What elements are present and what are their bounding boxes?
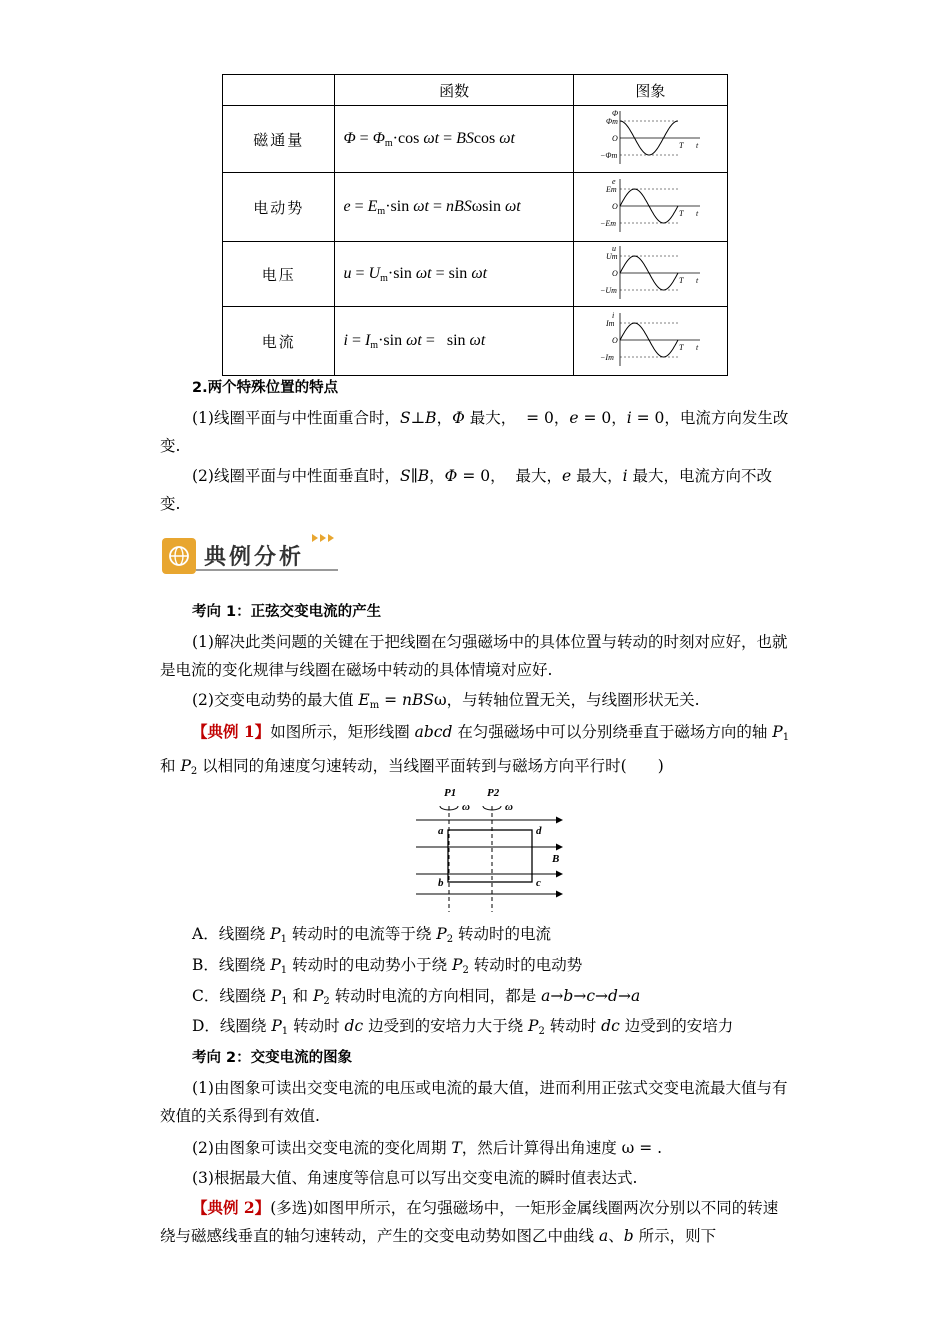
table-row — [223, 106, 728, 173]
label-p2: P2 — [487, 787, 500, 799]
direction2-title: 考向 2：交变电流的图象 — [192, 1050, 353, 1066]
graph-neg-label: −Φm — [600, 151, 618, 160]
header-function: 函数 — [335, 75, 573, 106]
direction1-p2: (2)交变电动势的最大值 $E_m = nBS\omega$，与转轴位置无关，与线圈形状无关. — [192, 691, 700, 711]
banner-title: 典例分析 — [204, 545, 305, 570]
header-graph: 图象 — [573, 75, 727, 106]
section2-p1: (1)线圈平面与中性面重合时，S⊥B，Φ 最大， = 0，e = 0，i = 0，电流方向发生改变. — [160, 409, 789, 455]
emf-graph — [573, 173, 727, 242]
row-formula: $e = E_m\cdot\sin$ ωt = nBSωsin ωt — [335, 173, 573, 242]
example-analysis-banner — [160, 530, 340, 578]
graph-neg-label: −Em — [600, 219, 617, 228]
example2-tag: 【典例 2】 — [192, 1198, 271, 1217]
graph-vlabel: e — [612, 177, 616, 186]
section2-title: 2.两个特殊位置的特点 — [192, 380, 339, 396]
graph-origin-label: O — [612, 202, 619, 211]
graph-amp-label: Φm — [606, 117, 619, 126]
function-table — [222, 74, 728, 376]
label-a: a — [438, 825, 444, 837]
graph-vlabel: u — [612, 244, 617, 253]
graph-neg-label: −Um — [600, 286, 618, 295]
graph-period-label: T — [679, 209, 684, 218]
voltage-graph — [573, 242, 727, 307]
table-row — [223, 173, 728, 242]
graph-period-label: T — [679, 343, 684, 352]
row-name: 磁通量 — [223, 106, 335, 173]
example1-stem: 【典例 1】如图所示，矩形线圈 abcd 在匀强磁场中可以分别绕垂直于磁场方向的轴 $P_1$ 和 $P_2$ 以相同的角速度匀速转动，当线圈平面转到与磁场方向平行时( ) — [160, 722, 790, 777]
graph-neg-label: −Im — [600, 353, 615, 362]
option-c: C．线圈绕 $P_1$ 和 $P_2$ 转动时电流的方向相同，都是 a→b→c→d→a — [192, 987, 641, 1007]
example1-tag: 【典例 1】 — [192, 722, 271, 741]
graph-origin-label: O — [612, 134, 619, 143]
example2-stem: 【典例 2】(多选)如图甲所示，在匀强磁场中，一矩形金属线圈两次分别以不同的转速绕与磁感线垂直的轴匀速转动，产生的交变电动势如图乙中曲线 a、b 所示，则下 — [160, 1198, 779, 1245]
option-b: B．线圈绕 $P_1$ 转动时的电动势小于绕 $P_2$ 转动时的电动势 — [192, 956, 583, 976]
header-empty — [223, 75, 335, 106]
graph-vlabel: i — [612, 311, 615, 320]
label-p1: P1 — [444, 787, 457, 799]
row-name: 电动势 — [223, 173, 335, 242]
graph-amp-label: Im — [606, 319, 615, 328]
graph-vlabel: Φ — [612, 109, 619, 118]
row-name: 电流 — [223, 307, 335, 376]
graph-amp-label: Em — [606, 185, 618, 194]
label-omega2: ω — [505, 801, 513, 813]
graph-period-label: T — [679, 141, 684, 150]
option-a: A．线圈绕 $P_1$ 转动时的电流等于绕 $P_2$ 转动时的电流 — [192, 925, 552, 945]
graph-period-label: T — [679, 276, 684, 285]
flux-graph — [573, 106, 727, 173]
graph-origin-label: O — [612, 269, 619, 278]
graph-haxis-label: t — [696, 276, 699, 285]
row-formula: $i = I_m\cdot\sin$ ωt = sin ωt — [335, 307, 573, 376]
label-omega1: ω — [462, 801, 470, 813]
graph-haxis-label: t — [696, 343, 699, 352]
direction2-p3: (3)根据最大值、角速度等信息可以写出交变电流的瞬时值表达式. — [192, 1169, 638, 1187]
arrow-icon — [312, 534, 318, 542]
direction2-p1: (1)由图象可读出交变电流的电压或电流的最大值，进而利用正弦式交变电流最大值与有效值的关系得到有效值. — [160, 1079, 788, 1125]
label-d: d — [536, 825, 542, 837]
current-graph — [573, 307, 727, 376]
label-b: b — [438, 877, 444, 889]
graph-origin-label: O — [612, 336, 619, 345]
option-d: D．线圈绕 $P_1$ 转动时 dc 边受到的安培力大于绕 $P_2$ 转动时 dc 边受到的安培力 — [192, 1017, 734, 1037]
direction2-p2: (2)由图象可读出交变电流的变化周期 T，然后计算得出角速度 ω = . — [192, 1139, 663, 1157]
row-formula: $u = U_m\cdot\sin$ ωt = sin ωt — [335, 242, 573, 307]
table-row — [223, 307, 728, 376]
label-c: c — [536, 877, 541, 889]
graph-haxis-label: t — [696, 141, 699, 150]
direction1-title: 考向 1：正弦交变电流的产生 — [192, 604, 382, 620]
section2-p2: (2)线圈平面与中性面垂直时，S∥B，Φ = 0， 最大，e 最大，i 最大，电流方向不改变. — [160, 467, 772, 513]
row-formula: $\Phi = \Phi_m\cdot\cos$ ωt = BScos ωt — [335, 106, 573, 173]
table-row — [223, 242, 728, 307]
label-B: B — [552, 853, 560, 865]
coil-figure — [410, 782, 570, 914]
graph-haxis-label: t — [696, 209, 699, 218]
graph-amp-label: Um — [606, 252, 618, 261]
row-name: 电压 — [223, 242, 335, 307]
direction1-p1: (1)解决此类问题的关键在于把线圈在匀强磁场中的具体位置与转动的时刻对应好，也就是电流的变化规律与线圈在磁场中转动的具体情境对应好. — [160, 633, 788, 679]
